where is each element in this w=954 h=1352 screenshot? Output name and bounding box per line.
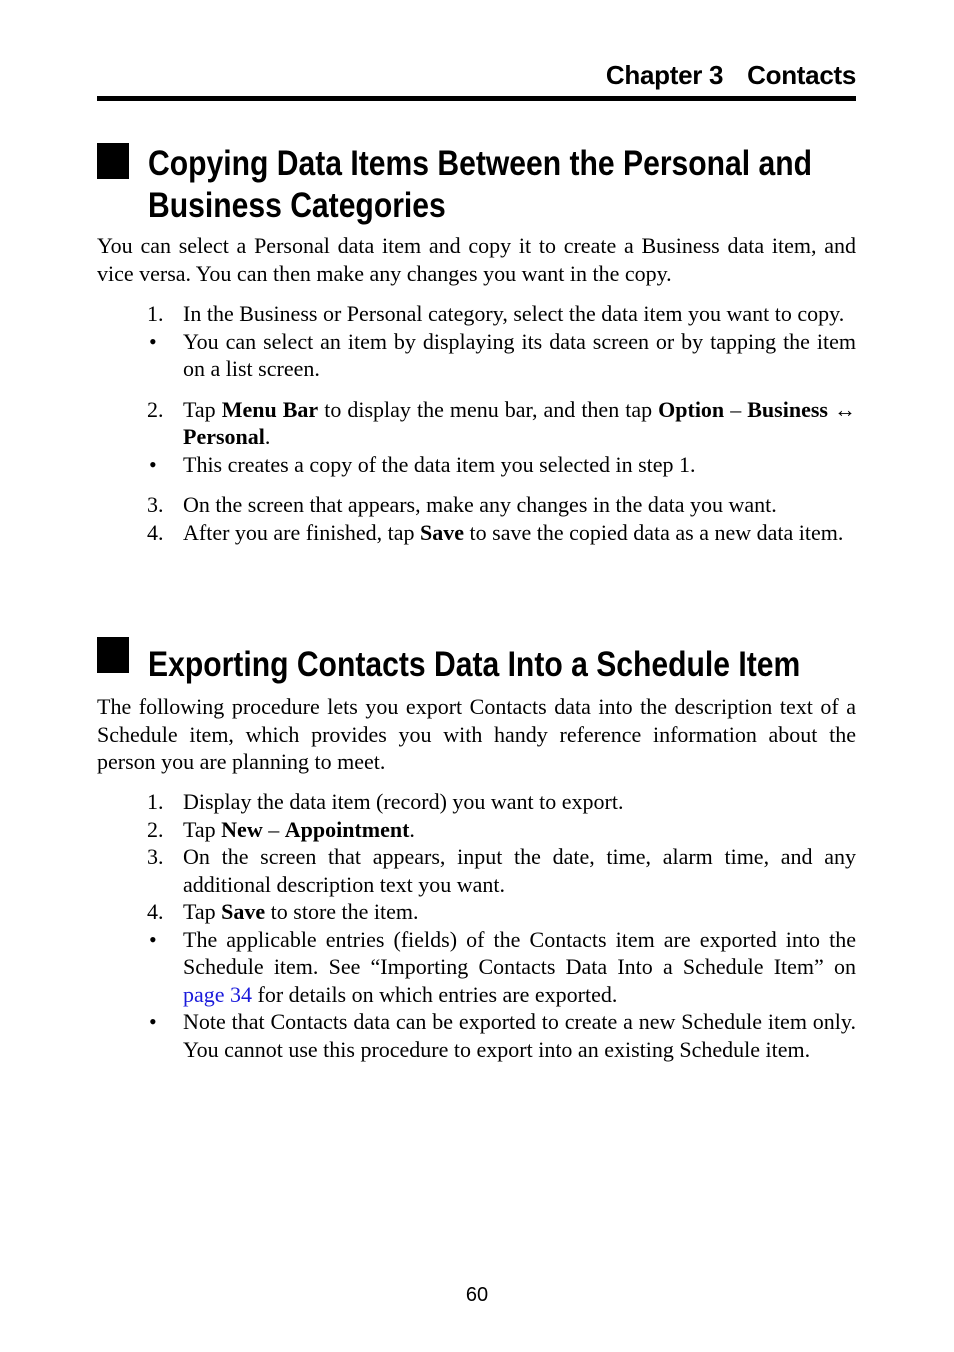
step-number: 1. bbox=[147, 301, 164, 326]
page-number: 60 bbox=[465, 1284, 489, 1306]
heading-marker-block bbox=[97, 637, 129, 673]
page-34-link[interactable]: page 34 bbox=[183, 981, 253, 1007]
step-number: 4. bbox=[147, 519, 164, 545]
bullet-text: This creates a copy of the data item you selected in step 1. bbox=[183, 451, 696, 477]
bullet-note bbox=[97, 451, 856, 479]
chapter-heading bbox=[606, 60, 856, 91]
bullet-note bbox=[97, 328, 856, 383]
bullet-text: Note that Contacts data can be exported to create a new Schedule item only. You cannot use this procedure to export into an existing Schedule item. bbox=[183, 1009, 856, 1062]
chapter-label: Chapter 3 bbox=[605, 60, 724, 90]
steps-list-exporting bbox=[97, 788, 856, 1063]
title-line-2: Business Categories bbox=[148, 186, 446, 225]
step-text: On the screen that appears, input the date, time, alarm time, and any additional description text you want. bbox=[183, 844, 856, 897]
step-1 bbox=[97, 300, 856, 328]
section-title-copying bbox=[148, 143, 853, 227]
step-number: 2. bbox=[147, 396, 164, 422]
step-text: Tap bbox=[183, 899, 222, 924]
step-text: On the screen that appears, make any changes in the data you want. bbox=[183, 492, 777, 517]
option-term: Option bbox=[658, 396, 725, 422]
step-1 bbox=[97, 788, 856, 816]
bullet-note bbox=[97, 926, 856, 1009]
page-header bbox=[97, 58, 856, 100]
step-text: to store the item. bbox=[265, 899, 419, 924]
save-term: Save bbox=[420, 519, 465, 545]
bullet-icon: • bbox=[149, 926, 157, 952]
step-number: 2. bbox=[147, 816, 164, 842]
step-text: to display the menu bar, and then tap bbox=[318, 396, 659, 422]
step-2 bbox=[97, 816, 856, 844]
section-label: Contacts bbox=[747, 60, 856, 90]
step-number: 4. bbox=[147, 899, 164, 924]
step-text: After you are finished, tap bbox=[183, 519, 421, 545]
section-heading-exporting bbox=[97, 637, 856, 684]
bullet-icon: • bbox=[149, 1009, 157, 1034]
step-3 bbox=[97, 843, 856, 898]
step-text: In the Business or Personal category, select the data item you want to copy. bbox=[183, 301, 845, 326]
step-text: to save the copied data as a new data item. bbox=[464, 519, 844, 545]
dash: – bbox=[262, 816, 285, 842]
heading-marker-block bbox=[97, 143, 129, 179]
intro-paragraph-exporting: The following procedure lets you export Contacts data into the description text of a Schedule item, which provides you with handy reference information about the person you are planning to meet. bbox=[97, 694, 856, 774]
bullet-icon: • bbox=[149, 451, 157, 477]
step-text: Tap bbox=[183, 816, 222, 842]
title-line-1: Copying Data Items Between the Personal and bbox=[148, 144, 813, 183]
step-4 bbox=[97, 519, 856, 547]
intro-paragraph-copying: You can select a Personal data item and copy it to create a Business data item, and vice versa. You can then make any changes you want in the copy. bbox=[97, 233, 856, 286]
dash: – bbox=[724, 396, 748, 422]
period: . bbox=[409, 816, 415, 842]
step-2 bbox=[97, 396, 856, 451]
step-3 bbox=[97, 491, 856, 519]
step-text: Display the data item (record) you want to export. bbox=[183, 789, 624, 814]
section-title-exporting: Exporting Contacts Data Into a Schedule Item bbox=[148, 645, 801, 684]
step-number: 1. bbox=[147, 789, 164, 814]
new-term: New bbox=[221, 816, 263, 842]
section-heading-copying bbox=[97, 143, 856, 227]
bullet-text: The applicable entries (fields) of the Contacts item are exported into the Schedule item. See “Importing Contacts Data Into a Schedule Item” on bbox=[183, 926, 856, 979]
period: . bbox=[264, 424, 271, 449]
bullet-note bbox=[97, 1008, 856, 1063]
save-term: Save bbox=[221, 899, 266, 924]
appointment-term: Appointment bbox=[284, 816, 410, 842]
step-number: 3. bbox=[147, 492, 164, 517]
menu-bar-term: Menu Bar bbox=[221, 396, 319, 422]
step-4 bbox=[97, 898, 856, 926]
bullet-text: for details on which entries are exported. bbox=[252, 981, 618, 1007]
step-number: 3. bbox=[147, 844, 164, 869]
steps-list-copying bbox=[97, 300, 856, 546]
header-rule bbox=[97, 96, 856, 101]
bullet-text: You can select an item by displaying its data screen or by tapping the item on a list screen. bbox=[183, 328, 856, 381]
step-text: Tap bbox=[183, 396, 222, 422]
business-personal-term: Business ↔ Personal bbox=[183, 396, 856, 449]
bullet-icon: • bbox=[149, 328, 157, 354]
